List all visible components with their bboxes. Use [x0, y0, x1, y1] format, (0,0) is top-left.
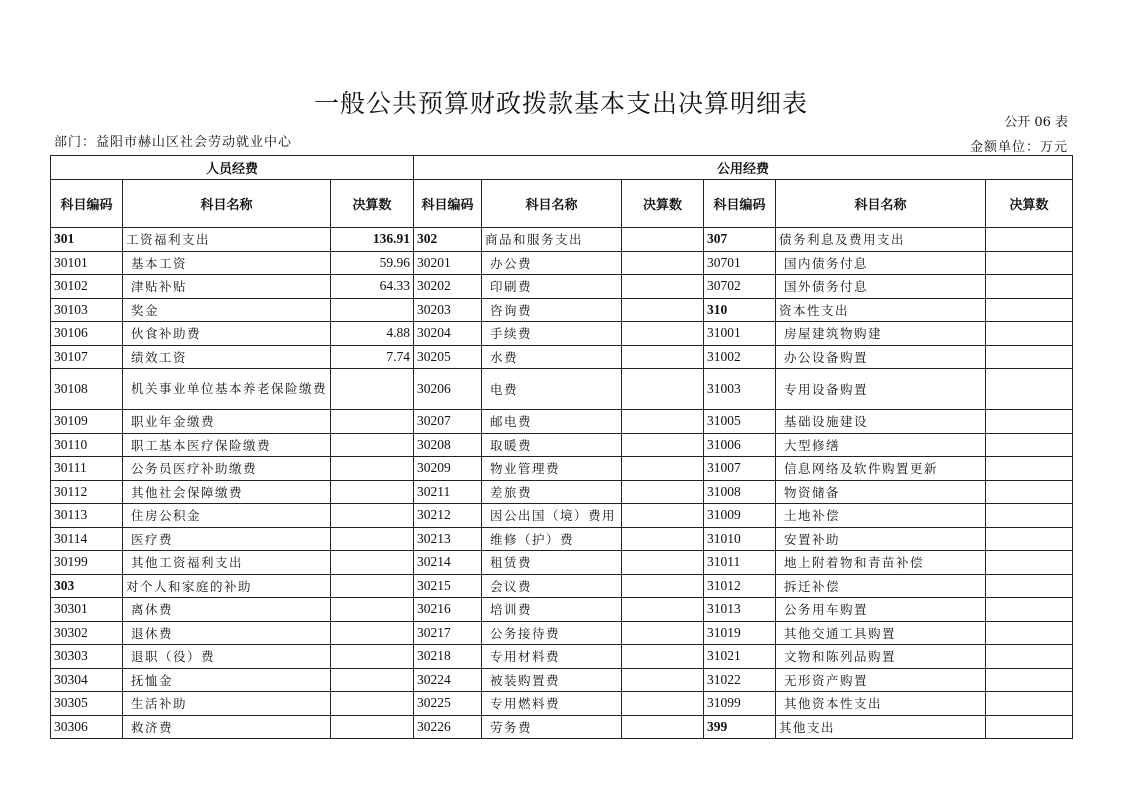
personnel-amount-cell — [331, 480, 414, 504]
personnel-code-cell: 30102 — [51, 275, 123, 299]
capital-name-cell: 资本性支出 — [776, 298, 986, 322]
personnel-name-cell: 退休费 — [123, 621, 331, 645]
personnel-code-cell: 30101 — [51, 251, 123, 275]
capital-amount-cell — [986, 275, 1073, 299]
table-row — [51, 251, 1073, 275]
personnel-name-cell: 工资福利支出 — [123, 228, 331, 252]
goods-services-code-cell: 30211 — [414, 480, 482, 504]
goods-services-name-cell: 因公出国（境）费用 — [482, 504, 622, 528]
personnel-amount-cell: 59.96 — [331, 251, 414, 275]
goods-services-code-cell: 30205 — [414, 345, 482, 369]
goods-services-code-cell: 30203 — [414, 298, 482, 322]
capital-amount-cell — [986, 668, 1073, 692]
personnel-name-cell: 抚恤金 — [123, 668, 331, 692]
group-public-header: 公用经费 — [414, 156, 1073, 180]
capital-name-cell: 办公设备购置 — [776, 345, 986, 369]
table-row — [51, 480, 1073, 504]
col-header-amount: 决算数 — [331, 180, 414, 228]
goods-services-code-cell: 30217 — [414, 621, 482, 645]
col-header-code: 科目编码 — [414, 180, 482, 228]
personnel-amount-cell — [331, 369, 414, 410]
goods-services-amount-cell — [622, 369, 704, 410]
table-row — [51, 457, 1073, 481]
col-header-name: 科目名称 — [482, 180, 622, 228]
table-row — [51, 645, 1073, 669]
capital-code-cell: 31006 — [704, 433, 776, 457]
goods-services-code-cell: 30224 — [414, 668, 482, 692]
goods-services-amount-cell — [622, 228, 704, 252]
goods-services-name-cell: 物业管理费 — [482, 457, 622, 481]
capital-amount-cell — [986, 345, 1073, 369]
capital-name-cell: 房屋建筑物购建 — [776, 322, 986, 346]
table-row — [51, 275, 1073, 299]
personnel-amount-cell — [331, 692, 414, 716]
personnel-code-cell: 30199 — [51, 551, 123, 575]
goods-services-code-cell: 30225 — [414, 692, 482, 716]
table-row — [51, 715, 1073, 739]
capital-name-cell: 国内债务付息 — [776, 251, 986, 275]
capital-amount-cell — [986, 692, 1073, 716]
expenditure-table — [50, 155, 1073, 739]
capital-amount-cell — [986, 621, 1073, 645]
capital-amount-cell — [986, 228, 1073, 252]
personnel-name-cell: 公务员医疗补助缴费 — [123, 457, 331, 481]
capital-name-cell: 其他支出 — [776, 715, 986, 739]
personnel-code-cell: 30108 — [51, 369, 123, 410]
capital-name-cell: 专用设备购置 — [776, 369, 986, 410]
personnel-amount-cell — [331, 527, 414, 551]
personnel-name-cell: 生活补助 — [123, 692, 331, 716]
capital-name-cell: 债务利息及费用支出 — [776, 228, 986, 252]
capital-code-cell: 307 — [704, 228, 776, 252]
goods-services-code-cell: 30218 — [414, 645, 482, 669]
capital-name-cell: 其他交通工具购置 — [776, 621, 986, 645]
personnel-name-cell: 救济费 — [123, 715, 331, 739]
capital-amount-cell — [986, 574, 1073, 598]
table-row — [51, 433, 1073, 457]
capital-amount-cell — [986, 369, 1073, 410]
goods-services-code-cell: 30212 — [414, 504, 482, 528]
goods-services-name-cell: 被装购置费 — [482, 668, 622, 692]
col-header-code: 科目编码 — [704, 180, 776, 228]
personnel-name-cell: 基本工资 — [123, 251, 331, 275]
column-header-row — [51, 180, 1073, 228]
personnel-code-cell: 30304 — [51, 668, 123, 692]
personnel-code-cell: 301 — [51, 228, 123, 252]
personnel-name-cell: 离休费 — [123, 598, 331, 622]
personnel-name-cell: 其他社会保障缴费 — [123, 480, 331, 504]
capital-code-cell: 31003 — [704, 369, 776, 410]
capital-code-cell: 31005 — [704, 410, 776, 434]
table-row — [51, 692, 1073, 716]
capital-name-cell: 国外债务付息 — [776, 275, 986, 299]
personnel-name-cell: 医疗费 — [123, 527, 331, 551]
personnel-code-cell: 303 — [51, 574, 123, 598]
capital-name-cell: 地上附着物和青苗补偿 — [776, 551, 986, 575]
capital-amount-cell — [986, 527, 1073, 551]
goods-services-amount-cell — [622, 410, 704, 434]
table-row — [51, 369, 1073, 410]
group-header-row — [51, 156, 1073, 180]
personnel-amount-cell — [331, 457, 414, 481]
capital-name-cell: 文物和陈列品购置 — [776, 645, 986, 669]
goods-services-name-cell: 邮电费 — [482, 410, 622, 434]
goods-services-amount-cell — [622, 433, 704, 457]
personnel-amount-cell — [331, 715, 414, 739]
goods-services-name-cell: 咨询费 — [482, 298, 622, 322]
capital-amount-cell — [986, 598, 1073, 622]
personnel-amount-cell: 136.91 — [331, 228, 414, 252]
table-row — [51, 621, 1073, 645]
personnel-name-cell: 机关事业单位基本养老保险缴费 — [123, 369, 331, 410]
capital-code-cell: 30702 — [704, 275, 776, 299]
capital-amount-cell — [986, 433, 1073, 457]
capital-name-cell: 公务用车购置 — [776, 598, 986, 622]
table-row — [51, 322, 1073, 346]
goods-services-code-cell: 30216 — [414, 598, 482, 622]
personnel-name-cell: 对个人和家庭的补助 — [123, 574, 331, 598]
col-header-amount: 决算数 — [986, 180, 1073, 228]
personnel-code-cell: 30301 — [51, 598, 123, 622]
personnel-amount-cell — [331, 668, 414, 692]
capital-name-cell: 物资储备 — [776, 480, 986, 504]
goods-services-name-cell: 水费 — [482, 345, 622, 369]
capital-code-cell: 31008 — [704, 480, 776, 504]
goods-services-name-cell: 租赁费 — [482, 551, 622, 575]
goods-services-amount-cell — [622, 504, 704, 528]
goods-services-name-cell: 印刷费 — [482, 275, 622, 299]
capital-name-cell: 无形资产购置 — [776, 668, 986, 692]
capital-name-cell: 拆迁补偿 — [776, 574, 986, 598]
col-header-amount: 决算数 — [622, 180, 704, 228]
capital-name-cell: 安置补助 — [776, 527, 986, 551]
capital-name-cell: 其他资本性支出 — [776, 692, 986, 716]
personnel-name-cell: 津贴补贴 — [123, 275, 331, 299]
personnel-code-cell: 30303 — [51, 645, 123, 669]
goods-services-code-cell: 30209 — [414, 457, 482, 481]
goods-services-code-cell: 30214 — [414, 551, 482, 575]
capital-code-cell: 31012 — [704, 574, 776, 598]
goods-services-code-cell: 30207 — [414, 410, 482, 434]
personnel-amount-cell: 4.88 — [331, 322, 414, 346]
col-header-name: 科目名称 — [776, 180, 986, 228]
personnel-amount-cell — [331, 433, 414, 457]
personnel-name-cell: 住房公积金 — [123, 504, 331, 528]
capital-amount-cell — [986, 251, 1073, 275]
goods-services-name-cell: 培训费 — [482, 598, 622, 622]
personnel-name-cell: 退职（役）费 — [123, 645, 331, 669]
table-row — [51, 574, 1073, 598]
table-row — [51, 298, 1073, 322]
capital-amount-cell — [986, 504, 1073, 528]
personnel-name-cell: 职业年金缴费 — [123, 410, 331, 434]
goods-services-code-cell: 302 — [414, 228, 482, 252]
group-personnel-header: 人员经费 — [51, 156, 414, 180]
capital-code-cell: 31009 — [704, 504, 776, 528]
goods-services-amount-cell — [622, 621, 704, 645]
capital-amount-cell — [986, 480, 1073, 504]
capital-amount-cell — [986, 715, 1073, 739]
goods-services-name-cell: 公务接待费 — [482, 621, 622, 645]
goods-services-name-cell: 办公费 — [482, 251, 622, 275]
goods-services-code-cell: 30201 — [414, 251, 482, 275]
capital-name-cell: 土地补偿 — [776, 504, 986, 528]
goods-services-amount-cell — [622, 598, 704, 622]
capital-code-cell: 310 — [704, 298, 776, 322]
capital-code-cell: 31021 — [704, 645, 776, 669]
personnel-code-cell: 30113 — [51, 504, 123, 528]
personnel-amount-cell — [331, 504, 414, 528]
table-row — [51, 551, 1073, 575]
capital-name-cell: 基础设施建设 — [776, 410, 986, 434]
goods-services-amount-cell — [622, 251, 704, 275]
table-row — [51, 527, 1073, 551]
goods-services-name-cell: 电费 — [482, 369, 622, 410]
capital-amount-cell — [986, 298, 1073, 322]
goods-services-code-cell: 30215 — [414, 574, 482, 598]
goods-services-amount-cell — [622, 668, 704, 692]
capital-amount-cell — [986, 322, 1073, 346]
amount-unit-label: 金额单位：万元 — [969, 140, 1068, 155]
capital-code-cell: 399 — [704, 715, 776, 739]
personnel-code-cell: 30305 — [51, 692, 123, 716]
capital-code-cell: 31099 — [704, 692, 776, 716]
personnel-amount-cell: 7.74 — [331, 345, 414, 369]
goods-services-amount-cell — [622, 645, 704, 669]
personnel-code-cell: 30106 — [51, 322, 123, 346]
table-row — [51, 598, 1073, 622]
personnel-code-cell: 30112 — [51, 480, 123, 504]
goods-services-name-cell: 专用材料费 — [482, 645, 622, 669]
goods-services-name-cell: 取暖费 — [482, 433, 622, 457]
personnel-amount-cell — [331, 410, 414, 434]
goods-services-amount-cell — [622, 457, 704, 481]
capital-code-cell: 31019 — [704, 621, 776, 645]
goods-services-code-cell: 30208 — [414, 433, 482, 457]
capital-code-cell: 31007 — [704, 457, 776, 481]
table-row — [51, 345, 1073, 369]
goods-services-amount-cell — [622, 692, 704, 716]
personnel-name-cell: 绩效工资 — [123, 345, 331, 369]
goods-services-amount-cell — [622, 322, 704, 346]
personnel-name-cell: 伙食补助费 — [123, 322, 331, 346]
page-title: 一般公共预算财政拨款基本支出决算明细表 — [313, 89, 808, 118]
table-row — [51, 504, 1073, 528]
capital-code-cell: 31011 — [704, 551, 776, 575]
capital-code-cell: 31013 — [704, 598, 776, 622]
table-row — [51, 228, 1073, 252]
goods-services-name-cell: 专用燃料费 — [482, 692, 622, 716]
goods-services-name-cell: 会议费 — [482, 574, 622, 598]
capital-code-cell: 31022 — [704, 668, 776, 692]
goods-services-code-cell: 30206 — [414, 369, 482, 410]
personnel-amount-cell — [331, 298, 414, 322]
personnel-amount-cell — [331, 621, 414, 645]
personnel-amount-cell: 64.33 — [331, 275, 414, 299]
personnel-amount-cell — [331, 598, 414, 622]
goods-services-code-cell: 30204 — [414, 322, 482, 346]
personnel-code-cell: 30103 — [51, 298, 123, 322]
personnel-code-cell: 30114 — [51, 527, 123, 551]
capital-name-cell: 信息网络及软件购置更新 — [776, 457, 986, 481]
capital-name-cell: 大型修缮 — [776, 433, 986, 457]
capital-code-cell: 31010 — [704, 527, 776, 551]
goods-services-amount-cell — [622, 298, 704, 322]
goods-services-name-cell: 手续费 — [482, 322, 622, 346]
col-header-code: 科目编码 — [51, 180, 123, 228]
capital-amount-cell — [986, 551, 1073, 575]
goods-services-code-cell: 30213 — [414, 527, 482, 551]
goods-services-amount-cell — [622, 527, 704, 551]
goods-services-name-cell: 维修（护）费 — [482, 527, 622, 551]
personnel-name-cell: 职工基本医疗保险缴费 — [123, 433, 331, 457]
goods-services-code-cell: 30202 — [414, 275, 482, 299]
goods-services-name-cell: 差旅费 — [482, 480, 622, 504]
personnel-amount-cell — [331, 551, 414, 575]
col-header-name: 科目名称 — [123, 180, 331, 228]
personnel-name-cell: 奖金 — [123, 298, 331, 322]
goods-services-amount-cell — [622, 480, 704, 504]
department-label: 部门：益阳市赫山区社会劳动就业中心 — [54, 135, 293, 150]
goods-services-amount-cell — [622, 715, 704, 739]
goods-services-amount-cell — [622, 574, 704, 598]
capital-amount-cell — [986, 645, 1073, 669]
table-row — [51, 668, 1073, 692]
goods-services-amount-cell — [622, 275, 704, 299]
personnel-code-cell: 30107 — [51, 345, 123, 369]
personnel-amount-cell — [331, 574, 414, 598]
capital-amount-cell — [986, 410, 1073, 434]
goods-services-name-cell: 商品和服务支出 — [482, 228, 622, 252]
goods-services-name-cell: 劳务费 — [482, 715, 622, 739]
table-row — [51, 410, 1073, 434]
personnel-code-cell: 30111 — [51, 457, 123, 481]
goods-services-amount-cell — [622, 551, 704, 575]
personnel-code-cell: 30306 — [51, 715, 123, 739]
personnel-amount-cell — [331, 645, 414, 669]
capital-code-cell: 30701 — [704, 251, 776, 275]
capital-amount-cell — [986, 457, 1073, 481]
personnel-name-cell: 其他工资福利支出 — [123, 551, 331, 575]
personnel-code-cell: 30302 — [51, 621, 123, 645]
capital-code-cell: 31002 — [704, 345, 776, 369]
personnel-code-cell: 30109 — [51, 410, 123, 434]
goods-services-code-cell: 30226 — [414, 715, 482, 739]
capital-code-cell: 31001 — [704, 322, 776, 346]
personnel-code-cell: 30110 — [51, 433, 123, 457]
goods-services-amount-cell — [622, 345, 704, 369]
form-number: 公开 06 表 — [1004, 115, 1068, 130]
